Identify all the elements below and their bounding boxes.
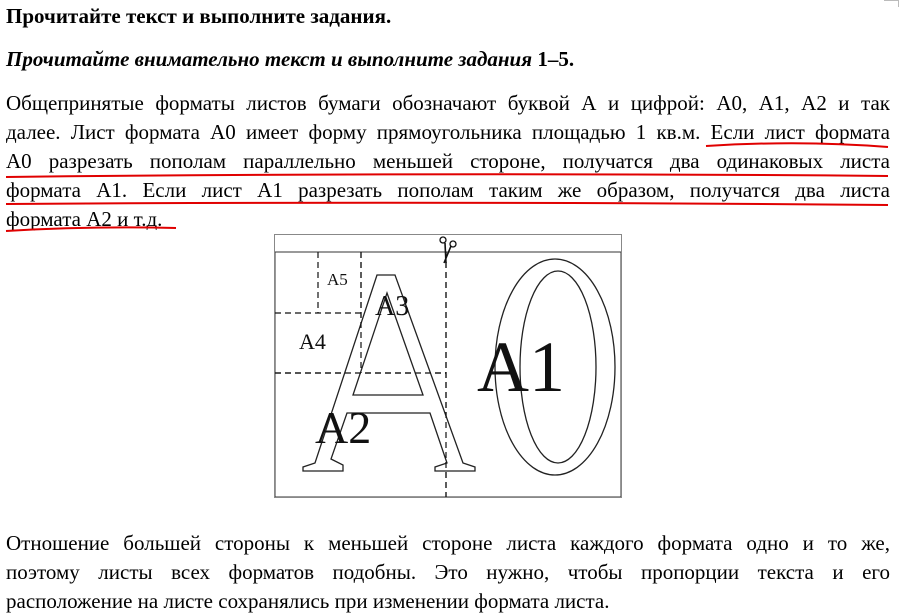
corner-mark — [884, 0, 899, 7]
label-a5: А5 — [327, 270, 348, 289]
paragraph-similarity — [6, 529, 890, 616]
task-subheading — [6, 47, 574, 72]
label-a4: А4 — [299, 329, 326, 354]
paragraph-line: Отношение большей стороны к меньшей стороне листа каждого формата одно и то же, — [6, 531, 890, 555]
page-heading: Прочитайте текст и выполните задания. — [6, 4, 392, 28]
paragraph-line: расположение на листе сохранялись при изменении формата листа. — [6, 589, 610, 613]
paper-formats-figure — [274, 234, 622, 498]
formats-diagram — [275, 235, 621, 497]
paragraph-line: формата А1. Если лист А1 разрезать пополам таким же образом, получатся два листа — [6, 178, 890, 202]
paragraph-formats — [6, 89, 890, 234]
label-a3: А3 — [375, 291, 410, 322]
subheading-text: Прочитайте внимательно текст и выполните задания — [6, 47, 533, 71]
label-a1: А1 — [477, 327, 565, 407]
label-a2: А2 — [315, 402, 372, 453]
paragraph-line: далее. Лист формата А0 имеет форму прямоугольника площадью 1 кв.м. Если лист формата — [6, 120, 890, 144]
paragraph-line: Общепринятые форматы листов бумаги обозначают буквой А и цифрой: А0, А1, А2 и так — [6, 91, 890, 115]
subheading-numbers: 1–5. — [537, 47, 575, 71]
paragraph-line: формата А2 и т.д. — [6, 207, 163, 231]
paragraph-line: А0 разрезать пополам параллельно меньшей стороне, получатся два одинаковых листа — [6, 149, 890, 173]
scissors-icon — [440, 237, 456, 263]
paragraph-line: поэтому листы всех форматов подобны. Это нужно, чтобы пропорции текста и его — [6, 560, 890, 584]
